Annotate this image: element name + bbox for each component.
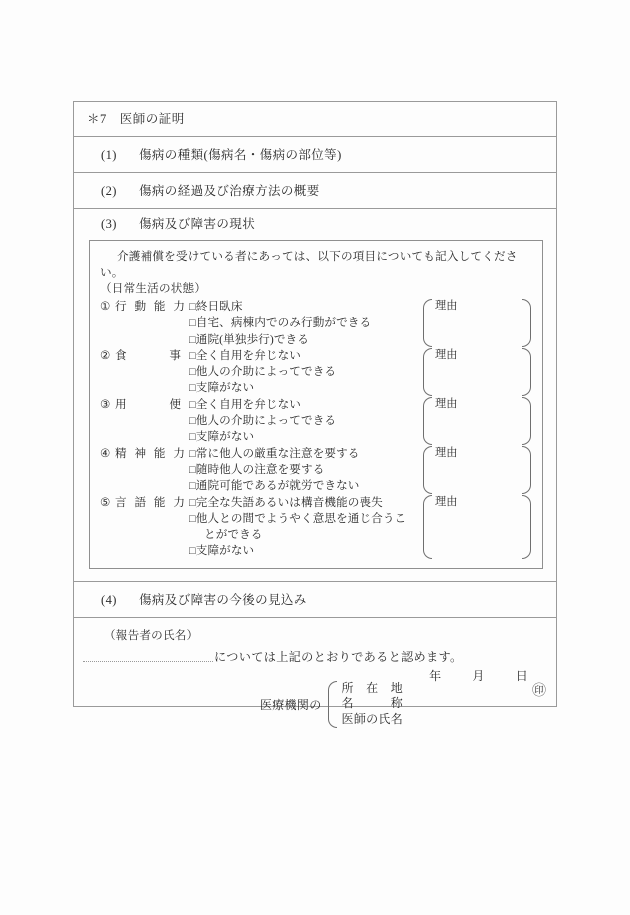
label-char: 能 (153, 495, 166, 509)
ability-3-label (115, 397, 189, 413)
checkbox-icon[interactable]: □ (189, 333, 196, 346)
option-label: 随時他人の注意を要する (195, 462, 325, 476)
checkbox-icon[interactable]: □ (189, 431, 196, 444)
brace-right-icon (522, 299, 531, 347)
label-char: 力 (173, 495, 185, 509)
checkbox-icon[interactable]: □ (189, 512, 196, 525)
ability-2-marker: ② (100, 348, 111, 362)
brace-left-icon (423, 348, 432, 396)
section-3-label: 傷病及び障害の現状 (139, 217, 256, 231)
section-3-number: (3) (101, 217, 117, 231)
signature-block (74, 618, 556, 727)
checkbox-icon[interactable]: □ (189, 480, 196, 493)
medical-institution-fields (342, 681, 404, 728)
brace-left-icon (423, 299, 432, 347)
form-number: ＊7 (87, 112, 107, 126)
ability-item-5 (100, 495, 534, 560)
section-row-3 (74, 209, 556, 582)
option-label: 他人の介助によってできる (195, 365, 337, 379)
label-char: 事 (169, 348, 181, 362)
medical-institution-block (260, 681, 403, 728)
ability-1-label (115, 299, 189, 315)
checkbox-icon[interactable]: □ (189, 301, 196, 313)
checkbox-icon[interactable]: □ (189, 447, 196, 460)
section-row-4 (74, 582, 556, 618)
label-char: 力 (173, 300, 185, 313)
label-char: 語 (134, 495, 147, 509)
ability-item-3 (100, 397, 534, 446)
ability-2-label (115, 348, 189, 364)
section-1-number: (1) (101, 148, 117, 162)
daily-living-box (89, 240, 543, 569)
institution-name-label[interactable]: 名 称 (341, 696, 404, 711)
brace-right-icon (522, 348, 531, 396)
brace-right-icon (522, 397, 531, 445)
reporter-name-input[interactable] (83, 661, 213, 662)
ability-1-reason-field[interactable] (423, 299, 531, 347)
doctor-name-label[interactable]: 医師の氏名 (341, 712, 404, 727)
checkbox-icon[interactable]: □ (189, 496, 196, 509)
checkbox-icon[interactable]: □ (189, 382, 196, 395)
date-line[interactable] (429, 667, 528, 684)
option-label: 支障がない (195, 381, 255, 395)
ability-2-reason-field[interactable] (423, 348, 531, 396)
brace-right-icon (522, 446, 531, 494)
day-label: 日 (515, 668, 528, 683)
ability-5-label (115, 495, 189, 511)
section-2-label: 傷病の経過及び治療方法の概要 (139, 184, 320, 198)
form-title: 医師の証明 (119, 112, 185, 126)
reason-label: 理由 (435, 397, 458, 410)
ability-5-marker: ⑤ (100, 495, 111, 509)
ability-list (100, 299, 534, 560)
label-char: 言 (115, 495, 127, 509)
checkbox-icon[interactable]: □ (189, 317, 196, 330)
section-1-label: 傷病の種類(傷病名・傷病の部位等) (139, 148, 342, 162)
option-label: 終日臥床 (195, 300, 243, 313)
label-char: 能 (153, 446, 166, 460)
option-continuation: とができる (204, 528, 263, 542)
section-row-2 (74, 173, 556, 209)
ability-1-marker: ① (100, 300, 111, 313)
option-label: 常に他人の厳重な注意を要する (195, 446, 360, 460)
label-char: 能 (153, 300, 166, 313)
ability-4-reason-field[interactable] (423, 446, 531, 494)
section-3-heading (74, 209, 556, 240)
brace-left-icon (423, 495, 432, 559)
checkbox-icon[interactable]: □ (189, 398, 196, 411)
reason-label: 理由 (435, 300, 458, 312)
option-label: 全く自用を弁じない (195, 397, 301, 411)
institution-address-label[interactable]: 所 在 地 (341, 680, 404, 695)
brace-left-icon (423, 446, 432, 494)
section-2-number: (2) (101, 184, 117, 198)
label-char: 力 (173, 446, 185, 460)
label-char: 精 (115, 446, 127, 460)
option-label: 完全な失語あるいは構音機能の喪失 (195, 495, 383, 509)
ability-4-label (115, 446, 189, 462)
option-label: 自宅、病棟内でのみ行動ができる (195, 316, 372, 330)
section-row-1 (74, 137, 556, 173)
label-char: 神 (134, 446, 147, 460)
ability-item-1 (100, 299, 534, 348)
option-label: 他人の介助によってできる (195, 414, 337, 428)
brace-right-icon (522, 495, 531, 559)
form-header-row (74, 102, 556, 137)
brace-left-icon (423, 397, 432, 445)
reporter-name-label: （報告者の氏名） (104, 628, 199, 642)
reason-label: 理由 (435, 495, 458, 508)
label-char: 食 (115, 348, 127, 362)
checkbox-icon[interactable]: □ (189, 545, 196, 558)
option-label: 通院(単独歩行)できる (195, 332, 309, 346)
checkbox-icon[interactable]: □ (189, 366, 196, 379)
option-label: 通院可能であるが就労できない (195, 479, 360, 493)
ability-3-marker: ③ (100, 397, 111, 411)
option-label: 支障がない (195, 544, 255, 558)
checkbox-icon[interactable]: □ (189, 463, 196, 476)
option-label: 他人との間でようやく意思を通じ合うこ (195, 511, 407, 525)
medical-institution-label: 医療機関の (260, 697, 322, 712)
option-label: 全く自用を弁じない (195, 348, 301, 362)
label-char: 便 (169, 397, 181, 411)
ability-item-2 (100, 348, 534, 397)
month-label: 月 (472, 668, 485, 683)
daily-living-instruction: 介護補償を受けている者にあっては、以下の項目についても記入してください。 (100, 250, 518, 279)
daily-living-subtitle: （日常生活の状態） (100, 282, 207, 295)
medical-certification-form (73, 101, 557, 727)
checkbox-icon[interactable]: □ (189, 415, 196, 428)
option-label: 支障がない (195, 430, 255, 444)
label-char: 行 (115, 300, 127, 313)
checkbox-icon[interactable]: □ (189, 349, 196, 362)
reason-label: 理由 (435, 446, 458, 459)
ability-4-marker: ④ (100, 446, 111, 460)
section-4-label: 傷病及び障害の今後の見込み (139, 592, 307, 607)
label-char: 動 (134, 300, 147, 313)
ability-item-4 (100, 446, 534, 495)
reason-label: 理由 (435, 348, 458, 361)
label-char: 用 (115, 397, 127, 411)
section-4-number: (4) (101, 592, 117, 607)
seal-icon[interactable]: ㊞ (532, 683, 546, 699)
ability-3-reason-field[interactable] (423, 397, 531, 445)
year-label: 年 (429, 668, 442, 683)
approval-statement: については上記のとおりであると認めます。 (214, 649, 463, 664)
brace-left-icon (328, 681, 337, 728)
ability-5-reason-field[interactable] (423, 495, 531, 559)
